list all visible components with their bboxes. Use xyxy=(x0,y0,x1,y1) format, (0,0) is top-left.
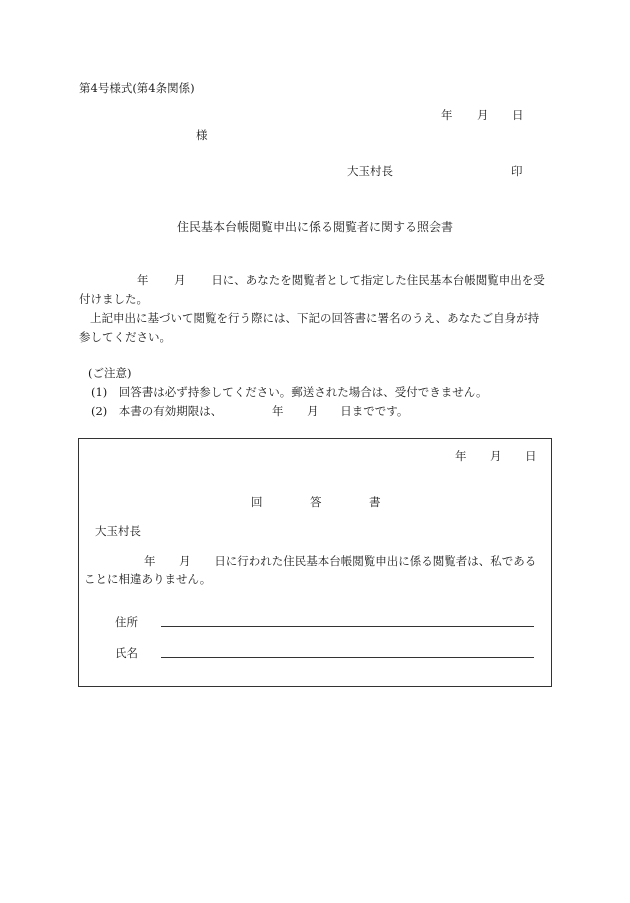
notes-item2-year: 年 xyxy=(271,404,284,418)
body-line1-rest: 日に、あなたを閲覧者として指定した住民基本台帳閲覧申出を受 xyxy=(211,273,545,287)
document-title: 住民基本台帳閲覧申出に係る閲覧者に関する照会書 xyxy=(176,220,453,234)
reply-date-day: 日 xyxy=(525,449,537,463)
address-label: 住所 xyxy=(115,615,138,629)
body-line2: 付けました。 xyxy=(79,292,148,306)
notes-item2-month: 月 xyxy=(307,404,319,418)
reply-statement-year: 年 xyxy=(144,554,156,568)
reply-statement-line1 xyxy=(84,552,536,571)
header-date-day: 日 xyxy=(512,108,524,122)
body-line4: 参してください。 xyxy=(79,330,171,344)
reply-statement-rest: 日に行われた住民基本台帳閲覧申出に係る閲覧者は、私である xyxy=(214,554,537,568)
header-date-month: 月 xyxy=(477,108,489,122)
body-year: 年 xyxy=(137,273,149,287)
reply-date-year: 年 xyxy=(455,449,467,463)
reply-title-char-3: 書 xyxy=(369,495,381,509)
form-number: 第4号様式(第4条関係) xyxy=(79,81,195,95)
issuer-seal: 印 xyxy=(511,164,523,178)
notes-heading: (ご注意) xyxy=(88,366,132,380)
address-signature-line[interactable] xyxy=(161,626,534,627)
reply-title-char-1: 回 xyxy=(251,495,263,509)
reply-statement-month: 月 xyxy=(179,554,191,568)
name-label: 氏名 xyxy=(115,646,138,660)
issuer-name: 大玉村長 xyxy=(347,164,393,178)
recipient-suffix: 様 xyxy=(196,128,208,142)
header-date-year: 年 xyxy=(441,108,453,122)
notes-item2-prefix: (2) 本書の有効期限は、 xyxy=(91,404,223,418)
reply-date-month: 月 xyxy=(490,449,502,463)
reply-title-char-2: 答 xyxy=(310,495,322,509)
notes-item1: (1) 回答書は必ず持参してください。郵送された場合は、受付できません。 xyxy=(91,385,488,399)
notes-item2-day: 日までです。 xyxy=(340,404,409,418)
reply-addressee: 大玉村長 xyxy=(95,524,141,538)
body-line3: 上記申出に基づいて閲覧を行う際には、下記の回答書に署名のうえ、あなたご自身が持 xyxy=(90,311,540,325)
notes-item2 xyxy=(91,403,408,419)
reply-statement-line2: ことに相違ありません。 xyxy=(84,572,212,586)
name-signature-line[interactable] xyxy=(161,657,534,658)
body-line1 xyxy=(79,271,551,290)
body-month: 月 xyxy=(174,273,186,287)
